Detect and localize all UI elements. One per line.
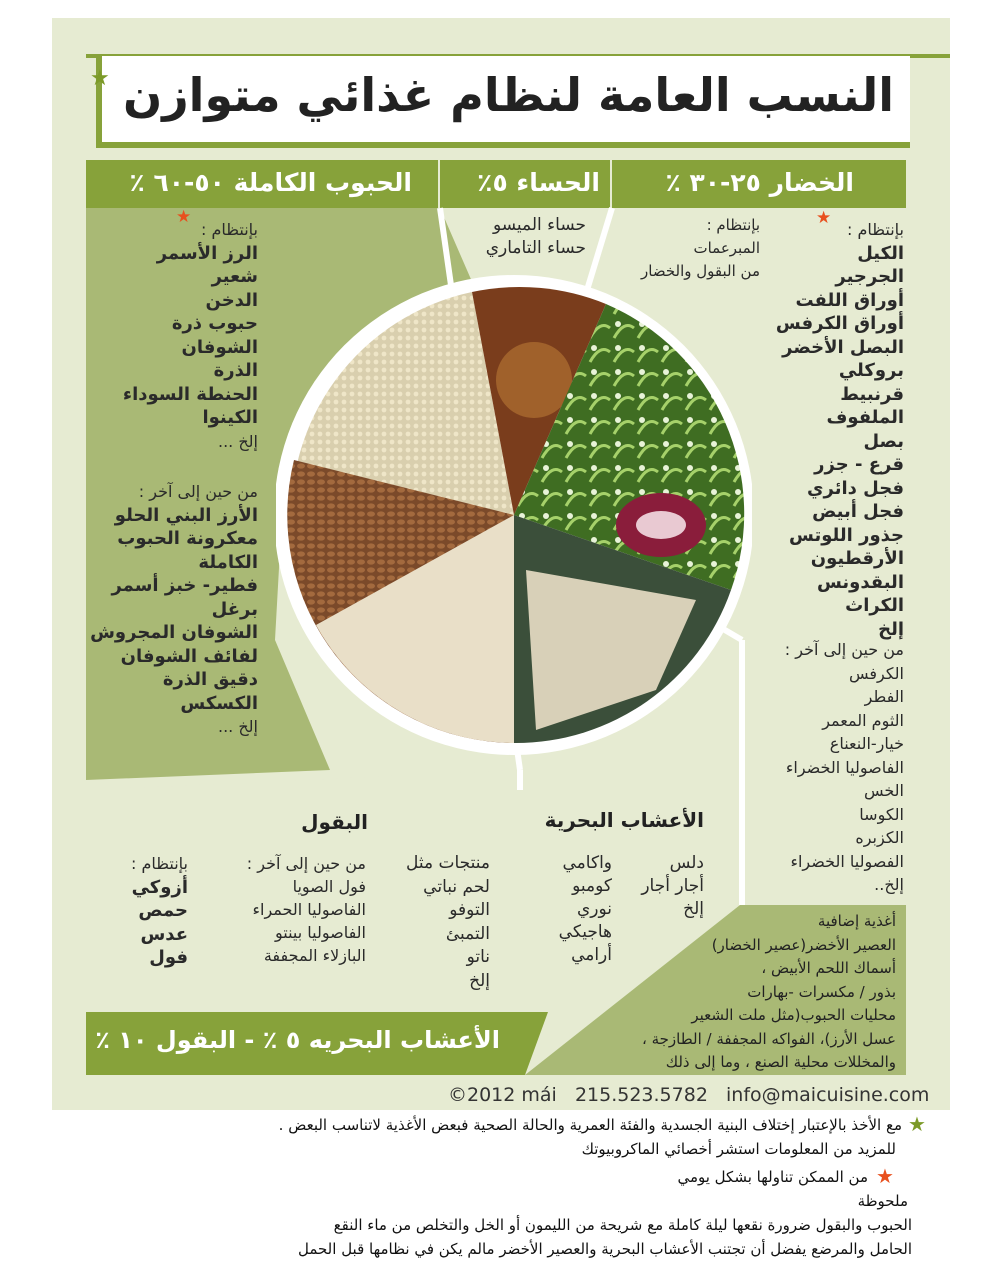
sprouts-label: بإنتظام :	[706, 216, 760, 234]
grains-header-text: الحبوب الكاملة ٥٠-٦٠ ٪	[129, 168, 412, 197]
bottom-header-text: الأعشاب البحريه ٥ ٪ - البقول ١٠ ٪	[95, 1026, 500, 1054]
soup-list	[426, 214, 586, 260]
grain-item: الرز الأسمر	[156, 242, 258, 264]
vegetable-item: بصل	[863, 430, 904, 452]
green-note-2: للمزيد من المعلومات استشر أخصائي الماكروبيوتك	[581, 1140, 896, 1158]
seaweed-item: نوري	[576, 899, 612, 919]
seaweed-item: هاجيكي	[558, 922, 612, 942]
legume-item: حمص	[138, 900, 188, 921]
vegetable-item: بروكلي	[838, 360, 904, 381]
vegetable-item: قرنبيط	[840, 383, 904, 405]
legume-item: بإنتظام :	[131, 854, 188, 873]
orange-star-icon: ★	[176, 207, 192, 227]
sprouts-item: المبرعمات	[693, 239, 760, 257]
sprouts-list	[641, 214, 760, 283]
grain-item: إلخ ...	[218, 431, 258, 451]
note-1: الحبوب والبقول ضرورة نقعها ليلة كاملة مع شريحة من الليمون أو الخل والتخلص من ماء النقع	[333, 1216, 912, 1234]
sprouts-item: من البقول والخضار	[641, 262, 760, 280]
seaweed-item: كومبو	[572, 876, 612, 896]
extras-item: محليات الحبوب(مثل ملت الشعير	[691, 1006, 896, 1024]
footer-contact: ©2012 mái 215.523.5782 info@maicuisine.com	[448, 1084, 930, 1106]
extras-item: بذور / مكسرات -بهارات	[747, 982, 896, 1001]
vegetable-item: أوراق الكرفس	[775, 313, 904, 334]
grain-item: فطير- خبز أسمر	[111, 575, 258, 596]
vegetable-item: الكرفس	[848, 663, 904, 683]
seaweed-item: أرامي	[571, 945, 612, 965]
extras-title: أغذية إضافية	[817, 912, 896, 930]
legume-item: لحم نباتي	[423, 876, 490, 897]
green-note-1: مع الأخذ بالإعتبار إختلاف البنية الجسدية والفئة العمرية والحالة الصحية فبعض الأغذية لاتناسب البعض .	[278, 1116, 902, 1134]
vegetable-item: فجل أبيض	[812, 501, 904, 522]
vegetable-item: الخس	[863, 781, 904, 800]
legume-item: الفاصوليا الحمراء	[252, 900, 366, 919]
seaweed-title: الأعشاب البحرية	[544, 808, 704, 832]
legume-item: عدس	[140, 923, 188, 945]
extras-item: أسماك اللحم الأبيض ،	[761, 959, 896, 977]
legume-item: أزوكي	[131, 876, 188, 898]
grain-item: الشوفان	[181, 336, 258, 358]
grain-item: شعير	[211, 266, 258, 287]
legumes-products-list	[406, 852, 490, 993]
legume-item: ناتو	[466, 947, 490, 967]
legume-item: البازلاء المجففة	[263, 946, 366, 965]
orange-note: من الممكن تناولها بشكل يومي	[677, 1168, 868, 1186]
orange-star-icon: ★	[816, 208, 832, 228]
legume-item: من حين إلى آخر :	[246, 854, 366, 873]
vegetable-item: فجل دائري	[807, 477, 904, 499]
legume-item: الفاصوليا بينتو	[274, 923, 366, 942]
green-star-icon: ★	[90, 66, 110, 91]
vegetables-regular-label: بإنتظام :	[847, 220, 904, 239]
vegetable-item: الجرجير	[835, 266, 904, 287]
vegetable-item: البصل الأخضر	[782, 336, 904, 358]
grain-item: الكاملة	[198, 551, 258, 573]
grain-item: الأرز البني الحلو	[114, 504, 258, 526]
vegetable-item: جذور اللوتس	[789, 524, 904, 546]
vegetable-item: إلخ..	[874, 875, 904, 894]
grains-occasional-label: من حين إلى آخر :	[138, 482, 258, 501]
grain-item: معكرونة الحبوب	[117, 528, 258, 549]
seaweed-item: إلخ	[683, 899, 704, 919]
seaweed-item: أجار أجار	[641, 876, 704, 896]
food-pie-illustration	[276, 270, 752, 760]
grain-item: الدخن	[205, 289, 258, 311]
legume-item: التوفو	[449, 900, 490, 920]
note-label: ملحوظة	[857, 1192, 908, 1210]
orange-star-icon: ★	[876, 1164, 894, 1188]
vegetable-item: الأرقطيون	[810, 548, 904, 569]
note-2: الحامل والمرضع يفضل أن تجتنب الأعشاب البحرية والعصير الأخضر مالم يكن في نظامها قبل الحمل	[297, 1240, 912, 1258]
vegetable-item: الكيل	[857, 242, 904, 264]
soup-header-text: الحساء ٥٪	[477, 168, 600, 197]
grain-item: إلخ ...	[218, 717, 258, 736]
grain-item: الكينوا	[202, 407, 258, 428]
legume-item: فول	[149, 947, 188, 968]
vegetable-item: الثوم المعمر	[822, 710, 904, 730]
seaweed-list-2	[559, 852, 612, 967]
grain-item: الكسكس	[180, 692, 258, 714]
vegetables-header-text: الخضار ٢٥-٣٠ ٪	[665, 168, 854, 197]
extras-item: العصير الأخضر(عصير الخضار)	[711, 935, 896, 954]
grains-regular-list	[123, 218, 258, 453]
vegetable-item: خيار-النعناع	[829, 734, 904, 753]
grain-item: دقيق الذرة	[162, 669, 258, 690]
vegetable-item: قرع - جزر	[814, 454, 904, 475]
legume-item: التمبئ	[445, 923, 490, 944]
soup-item: حساء التاماري	[485, 238, 586, 258]
legume-item: إلخ	[469, 970, 490, 991]
vegetable-item: الفطر	[864, 687, 904, 706]
legumes-regular-list	[131, 852, 188, 970]
vegetable-item: الكراث	[845, 595, 904, 616]
vegetable-item: الكزبره	[855, 828, 904, 847]
vegetable-item: إلخ	[878, 618, 904, 640]
vegetables-occasional-list	[785, 638, 904, 897]
grain-item: الذرة	[213, 360, 258, 381]
extras-item: عسل الأرز)، الفواكه المجففة / الطازجة ،	[641, 1029, 896, 1048]
seaweed-item: واكامي	[562, 853, 612, 873]
grain-item: الحنطة السوداء	[122, 383, 258, 405]
grain-item: برغل	[211, 598, 258, 620]
extras-item: والمخللات محلية الصنع ، وما إلى ذلك	[665, 1053, 896, 1071]
legumes-title: البقول	[301, 810, 368, 834]
green-star-icon: ★	[908, 1112, 926, 1136]
vegetable-item: أوراق اللفت	[795, 289, 904, 311]
legumes-occasional-list	[247, 852, 366, 967]
grains-occasional-list	[90, 480, 258, 739]
soup-item: حساء الميسو	[492, 215, 586, 235]
legume-item: فول الصويا	[292, 877, 366, 896]
extras-list	[642, 910, 896, 1075]
vegetables-regular-list	[776, 218, 904, 641]
grain-item: الشوفان المجروش	[90, 622, 258, 643]
page-title: النسب العامة لنظام غذائي متوازن	[122, 68, 894, 122]
vegetable-item: الكوسا	[859, 804, 904, 824]
grain-item: لفائف الشوفان	[120, 645, 258, 667]
vegetable-item: البقدونس	[816, 571, 904, 593]
vegetable-item: الملفوف	[826, 407, 904, 428]
legume-item: منتجات مثل	[405, 853, 490, 873]
seaweed-item: دلس	[669, 853, 704, 873]
vegetable-item: الفاصوليا الخضراء	[785, 757, 904, 777]
grain-item: حبوب ذرة	[171, 313, 258, 334]
grains-regular-label: بإنتظام :	[201, 220, 258, 239]
vegetable-item: الفصوليا الخضراء	[790, 851, 904, 871]
vegetables-occasional-label: من حين إلى آخر :	[784, 640, 904, 659]
